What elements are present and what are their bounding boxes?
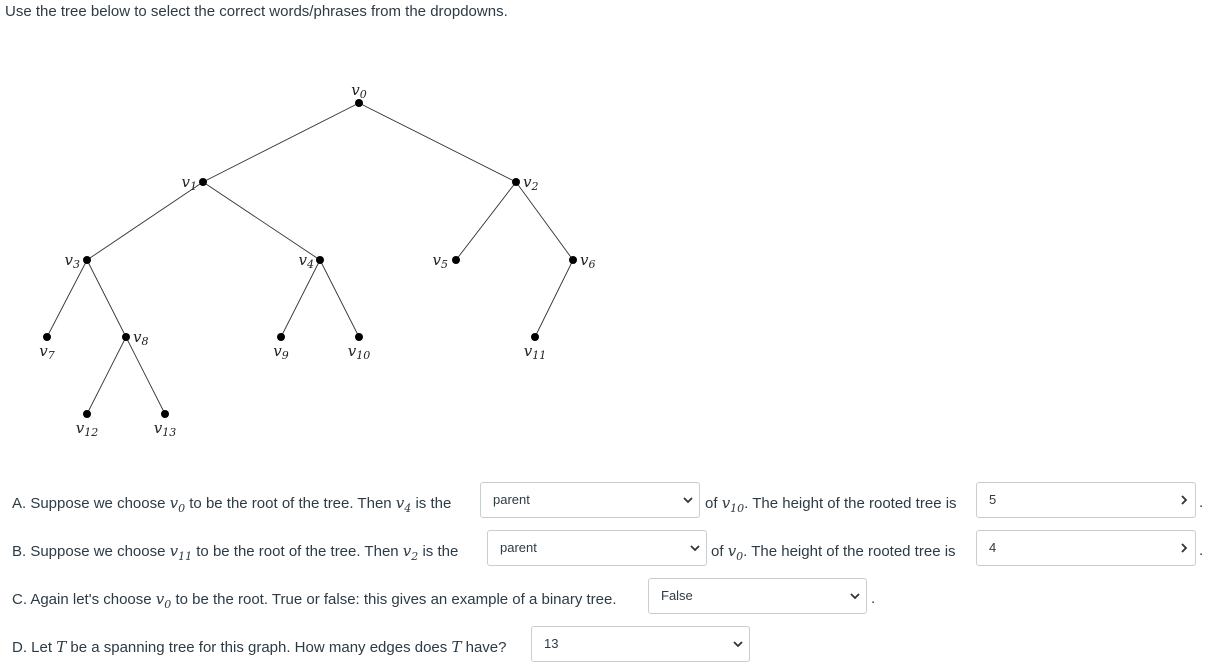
chevron-down-icon	[850, 591, 860, 601]
tree-vertex-v12	[83, 410, 91, 418]
chevron-down-icon	[683, 495, 693, 505]
question-c-text: C. Again let's choose $v_0$ to be the root. True or false: this gives an example of a binary tree.	[12, 590, 617, 611]
question-b-height-select[interactable]: 4	[976, 530, 1196, 566]
tree-vertex-v7	[43, 333, 51, 341]
tree-vertex-label-v8: $v_8$	[133, 328, 149, 348]
tree-vertex-v5	[452, 256, 460, 264]
tree-vertex-label-v12: $v_{12}$	[75, 419, 99, 439]
question-b-end: .	[1199, 542, 1204, 559]
tree-vertex-label-v3: $v_3$	[64, 251, 80, 271]
tree-edge-v2-v5	[456, 182, 516, 260]
tree-vertex-label-v0: $v_0$	[351, 81, 367, 101]
tree-edge-v6-v11	[535, 260, 573, 337]
tree-vertex-label-v13: $v_{13}$	[153, 419, 177, 439]
tree-vertex-v9	[277, 333, 285, 341]
tree-edge-v4-v10	[320, 260, 359, 337]
tree-vertex-label-v9: $v_9$	[273, 342, 289, 362]
tree-vertex-label-v5: $v_5$	[432, 251, 448, 271]
tree-edge-v1-v3	[87, 182, 203, 260]
tree-edge-v1-v4	[203, 182, 320, 260]
question-a-relation-select[interactable]: parent	[480, 482, 700, 518]
question-b-relation-select[interactable]: parent	[487, 530, 707, 566]
chevron-down-icon	[1179, 543, 1189, 553]
tree-vertex-v3	[83, 256, 91, 264]
tree-vertex-label-v10: $v_{10}$	[347, 342, 371, 362]
tree-vertex-label-v7: $v_7$	[39, 342, 55, 362]
tree-edge-v4-v9	[281, 260, 320, 337]
tree-edge-v8-v12	[87, 337, 126, 414]
question-d-text: D. Let T be a spanning tree for this graph. How many edges does T have?	[12, 638, 507, 656]
chevron-down-icon	[690, 543, 700, 553]
tree-edge-v2-v6	[516, 182, 573, 260]
chevron-down-icon	[733, 639, 743, 649]
question-b-text-2: of $v_0$. The height of the rooted tree is	[711, 542, 956, 563]
question-a-height-select[interactable]: 5	[976, 482, 1196, 518]
tree-vertex-label-v2: $v_2$	[523, 173, 539, 193]
tree-edge-v3-v7	[47, 260, 87, 337]
tree-edge-v0-v1	[203, 103, 359, 182]
tree-vertex-label-v1: $v_1$	[181, 173, 197, 193]
question-a-text: A. Suppose we choose $v_0$ to be the root of the tree. Then $v_4$ is the	[12, 494, 452, 515]
tree-vertex-label-v11: $v_{11}$	[523, 342, 547, 362]
tree-edge-v8-v13	[126, 337, 165, 414]
question-c-select[interactable]: False	[648, 578, 867, 614]
tree-vertex-v8	[122, 333, 130, 341]
question-a-end: .	[1199, 494, 1204, 511]
tree-edge-v3-v8	[87, 260, 126, 337]
tree-vertex-label-v6: $v_6$	[580, 251, 596, 271]
tree-vertex-v13	[161, 410, 169, 418]
tree-vertex-v2	[512, 178, 520, 186]
question-c-end: .	[871, 590, 876, 607]
question-a-text-2: of $v_{10}$. The height of the rooted tree is	[705, 494, 957, 515]
tree-vertex-v4	[316, 256, 324, 264]
question-b-text: B. Suppose we choose $v_{11}$ to be the root of the tree. Then $v_2$ is the	[12, 542, 459, 563]
question-d-select[interactable]: 13	[531, 626, 750, 662]
chevron-down-icon	[1179, 495, 1189, 505]
tree-vertex-label-v4: $v_4$	[298, 251, 314, 271]
tree-vertex-v11	[531, 333, 539, 341]
tree-vertex-v10	[355, 333, 363, 341]
tree-edge-v0-v2	[359, 103, 516, 182]
tree-vertex-v6	[569, 256, 577, 264]
instruction-text: Use the tree below to select the correct words/phrases from the dropdowns.	[5, 3, 508, 20]
tree-vertex-v1	[199, 178, 207, 186]
